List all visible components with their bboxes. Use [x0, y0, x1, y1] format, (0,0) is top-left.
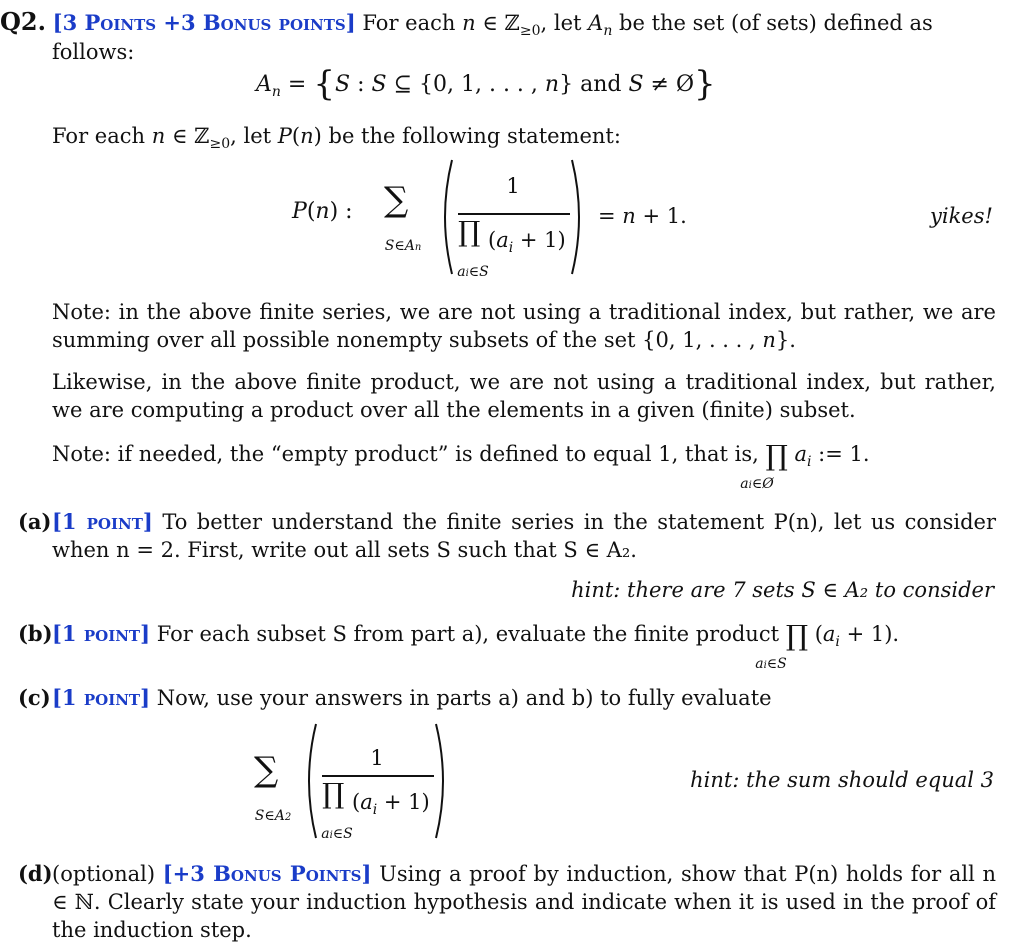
yikes-text: yikes!: [930, 204, 993, 228]
part-b-label: (b): [18, 621, 53, 646]
part-d-text: (optional) [+3 Bonus Points] Using a proof by induction, show that P(n) holds for all n ∈ ℕ. Clearly state your induction hypothesis and indicate when it is used in the proof of the induction step.: [52, 861, 996, 942]
question-header: Q2. [3 Points +3 Bonus points] For each n ∈ ℤ$_{\ge 0}$, let $A_n$ be the set (of sets) defined as: [0, 7, 933, 39]
intro-text-2: let: [553, 11, 582, 35]
part-a-text: [1 point] To better understand the finite series in the statement P(n), let us consider when n = 2. First, write out all sets S such that S ∈ A₂.: [52, 509, 996, 562]
part-c-hint: hint: the sum should equal 3: [690, 768, 994, 792]
empty-product-limit: ai∈Ø: [740, 476, 774, 492]
intro-text: For each: [362, 11, 456, 35]
part-b-limit: ai∈S: [755, 656, 787, 672]
right-paren: [568, 158, 588, 276]
part-a-label: (a): [18, 509, 52, 534]
question-number: Q2.: [0, 7, 46, 36]
part-a-hint: hint: there are 7 sets S ∈ A₂ to consider: [571, 578, 994, 602]
part-b-text: [1 point] For each subset S from part a), evaluate the finite product ∏ $(a_i + 1)$.: [52, 619, 900, 652]
part-c-label: (c): [18, 685, 51, 710]
part-c-text: [1 point] Now, use your answers in parts a) and b) to fully evaluate: [52, 685, 772, 710]
part-d-label: (d): [18, 861, 53, 886]
intro-math-n: n: [462, 11, 476, 35]
note-2: Likewise, in the above finite product, we are not using a traditional index, but rather, we are computing a product over all the elements in a given (finite) subset.: [52, 370, 996, 422]
intro-text-3: be the set (of sets) defined as: [619, 11, 933, 35]
set-def-and: and: [580, 72, 622, 97]
intro-line-2: follows:: [52, 40, 135, 64]
note-1: Note: in the above finite series, we are not using a traditional index, but rather, we are summing over all possible nonempty subsets of the set {0, 1, . . . , n}.: [52, 300, 996, 352]
set-definition: $A_n = \{S$ : S ⊆ {0, 1, . . . , n} and S ≠ Ø}: [256, 64, 716, 104]
note-3: Note: if needed, the “empty product” is defined to equal 1, that is, ∏ $a_i$ := 1.: [52, 439, 870, 472]
statement-intro: For each n ∈ ℤ$_{\ge 0}$, let P(n) be the following statement:: [52, 124, 621, 152]
question-points: [3 Points +3 Bonus points]: [52, 10, 356, 35]
